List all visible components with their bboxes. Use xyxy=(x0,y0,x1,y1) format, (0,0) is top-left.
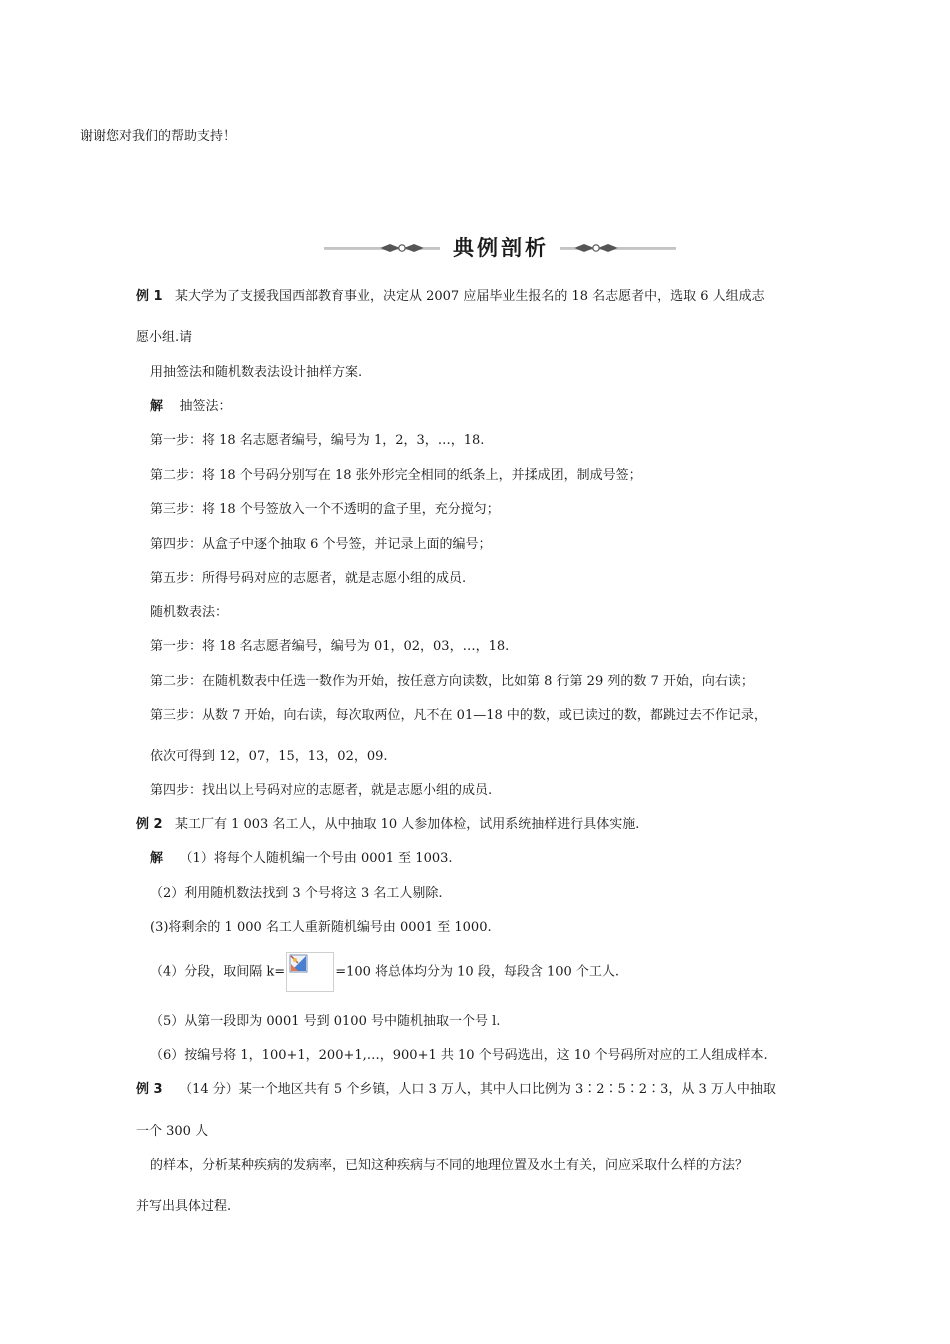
random-step-3-cont: 依次可得到 12，07，15，13，02，09. xyxy=(150,749,388,764)
system-step-6: （6）按编号将 1，100+1，200+1,…，900+1 共 10 个号码选出，这 10 个号码所对应的工人组成样本. xyxy=(150,1048,768,1063)
system-step-4 xyxy=(150,952,619,993)
example-1-line-3: 用抽签法和随机数表法设计抽样方案. xyxy=(150,365,363,380)
ornament-left-icon xyxy=(320,233,446,263)
method-1-title: 抽签法： xyxy=(179,399,232,414)
example-3-text: （14 分）某一个地区共有 5 个乡镇，人口 3 万人，其中人口比例为 3∶2∶5∶2∶3，从 3 万人中抽取 xyxy=(179,1082,776,1097)
system-step-5: （5）从第一段即为 0001 号到 0100 号中随机抽取一个号 l. xyxy=(150,1014,501,1029)
example-2-text: 某工厂有 1 003 名工人，从中抽取 10 人参加体检，试用系统抽样进行具体实施. xyxy=(174,817,640,832)
example-2-line-1 xyxy=(136,816,639,834)
random-step-4: 第四步：找出以上号码对应的志愿者，就是志愿小组的成员. xyxy=(150,783,493,798)
solution-label: 解 xyxy=(150,851,164,866)
random-step-1: 第一步：将 18 名志愿者编号，编号为 01，02，03，…，18. xyxy=(150,639,510,654)
lottery-step-5: 第五步：所得号码对应的志愿者，就是志愿小组的成员. xyxy=(150,571,467,586)
example-2-label: 例 2 xyxy=(136,817,163,832)
formula-image xyxy=(286,952,334,992)
thanks-text: 谢谢您对我们的帮助支持！ xyxy=(80,129,237,144)
example-2-solution xyxy=(150,850,453,868)
system-step-2: （2）利用随机数法找到 3 个号将这 3 名工人剔除. xyxy=(150,886,443,901)
example-3-line-4: 并写出具体过程. xyxy=(136,1199,232,1214)
lottery-step-3: 第三步：将 18 个号签放入一个不透明的盒子里，充分搅匀； xyxy=(150,502,500,517)
section-title: 典例剖析 xyxy=(453,236,549,260)
example-1-solution xyxy=(150,398,232,416)
random-step-2: 第二步：在随机数表中任选一数作为开始，按任意方向读数，比如第 8 行第 29 列的数 7 开始，向右读； xyxy=(150,674,754,689)
method-2-title: 随机数表法： xyxy=(150,605,229,620)
example-3-line-2: 一个 300 人 xyxy=(136,1124,209,1139)
example-1-line-1 xyxy=(136,288,765,306)
system-step-4-text-a: （4）分段，取间隔 k= xyxy=(150,964,286,980)
example-1-text: 某大学为了支援我国西部教育事业，决定从 2007 应届毕业生报名的 18 名志愿者中，选取 6 人组成志 xyxy=(174,289,765,304)
section-header xyxy=(320,233,680,263)
broken-image-icon xyxy=(289,954,309,974)
lottery-step-2: 第二步：将 18 个号码分别写在 18 张外形完全相同的纸条上，并揉成团，制成号签； xyxy=(150,468,642,483)
system-step-1: （1）将每个人随机编一个号由 0001 至 1003. xyxy=(179,851,453,866)
system-step-3: (3)将剩余的 1 000 名工人重新随机编号由 0001 至 1000. xyxy=(150,920,492,935)
example-1-line-2: 愿小组.请 xyxy=(136,330,193,345)
lottery-step-4: 第四步：从盒子中逐个抽取 6 个号签，并记录上面的编号； xyxy=(150,537,492,552)
example-1-label: 例 1 xyxy=(136,289,163,304)
example-3-line-1 xyxy=(136,1081,776,1099)
system-step-4-text-b: =100 将总体均分为 10 段，每段含 100 个工人. xyxy=(335,964,620,980)
example-3-line-3: 的样本，分析某种疾病的发病率，已知这种疾病与不同的地理位置及水土有关，问应采取什么样的方法？ xyxy=(150,1158,749,1173)
random-step-3: 第三步：从数 7 开始，向右读，每次取两位，凡不在 01—18 中的数，或已读过的数，都跳过去不作记录， xyxy=(150,708,767,723)
example-3-label: 例 3 xyxy=(136,1082,163,1097)
ornament-right-icon xyxy=(556,233,680,263)
lottery-step-1: 第一步：将 18 名志愿者编号，编号为 1，2，3，…，18. xyxy=(150,433,485,448)
solution-label: 解 xyxy=(150,399,164,414)
